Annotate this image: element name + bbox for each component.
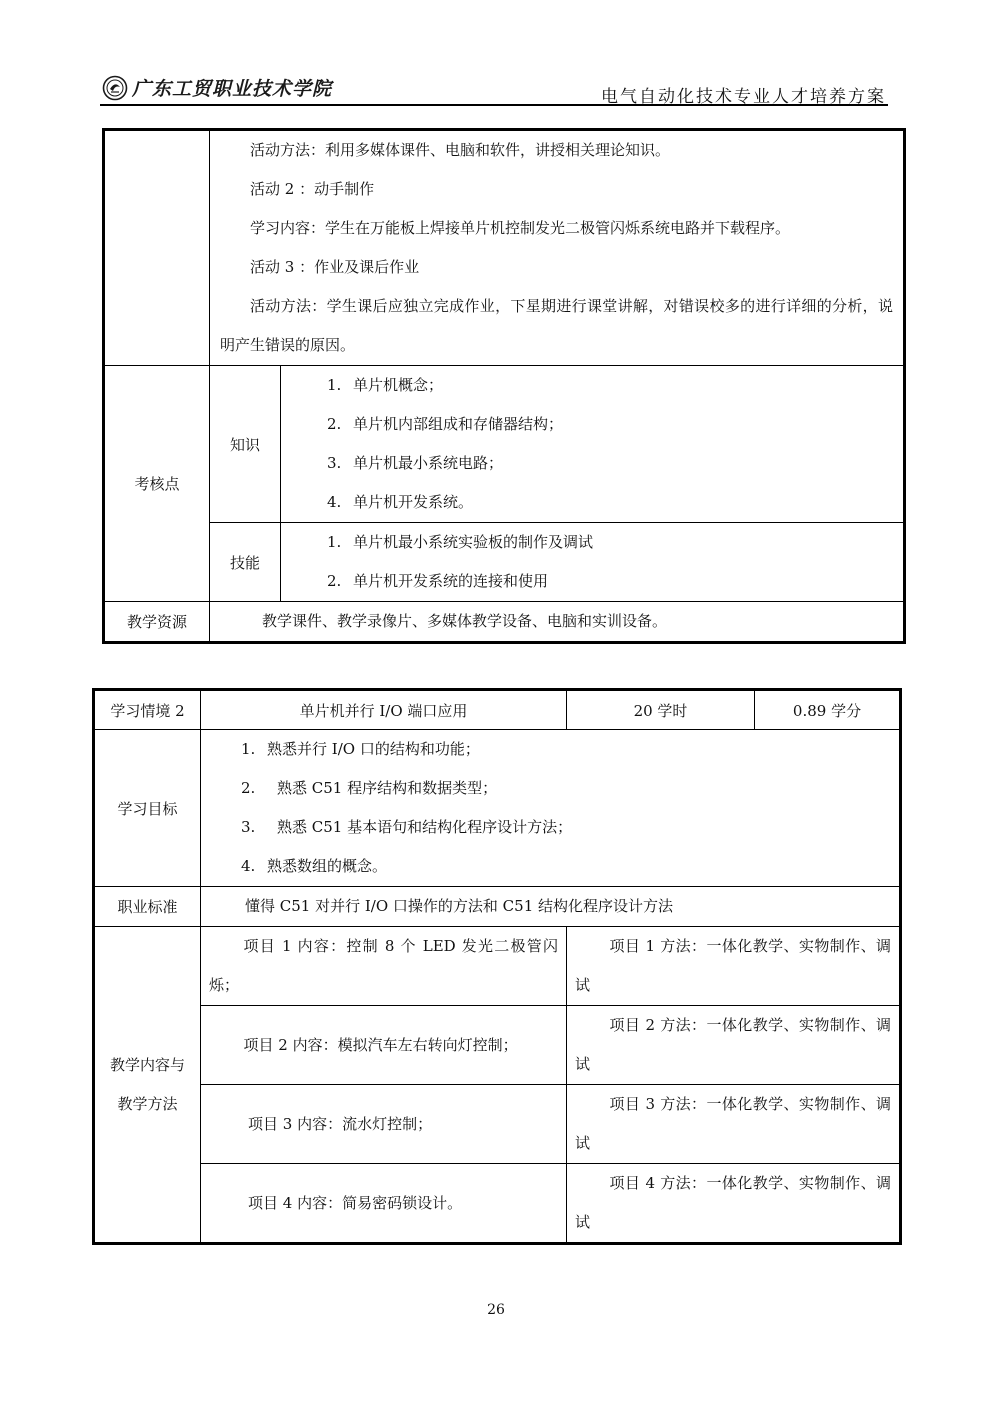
- table-row: [104, 130, 905, 366]
- table-row: [94, 1006, 901, 1085]
- table-row: [94, 887, 901, 927]
- resources-text: 教学课件、教学录像片、多媒体教学设备、电脑和实训设备。: [262, 612, 668, 630]
- resources-label: 教学资源: [104, 602, 210, 643]
- standard-label: 职业标准: [94, 887, 201, 927]
- table-row: [94, 927, 901, 1006]
- objectives-list: [201, 730, 901, 887]
- project-method-cell: 项目 2 方法：一体化教学、实物制作、调试: [567, 1006, 901, 1085]
- course-continuation-table: [102, 128, 906, 644]
- page-header: [100, 72, 890, 108]
- assessment-label: 考核点: [104, 366, 210, 602]
- skill-list: [281, 523, 905, 602]
- page-number: 26: [487, 1302, 505, 1318]
- list-item: 4. 熟悉数组的概念。: [241, 857, 388, 875]
- activity-paragraph: 学习内容：学生在万能板上焊接单片机控制发光二极管闪烁系统电路并下载程序。: [250, 219, 791, 237]
- situation-label: 学习情境 2: [94, 690, 201, 730]
- standard-text: 懂得 C51 对并行 I/O 口操作的方法和 C51 结构化程序设计方法: [245, 897, 674, 915]
- table-row: [104, 366, 905, 523]
- school-logo: [102, 74, 332, 101]
- learning-situation-table: [92, 688, 902, 1245]
- table-row: [104, 602, 905, 643]
- list-item: 2. 熟悉 C51 程序结构和数据类型；: [241, 779, 498, 797]
- plan-title: 电气自动化技术专业人才培养方案: [601, 87, 886, 107]
- list-item: 1. 单片机概念；: [327, 376, 444, 394]
- knowledge-label: 知识: [210, 366, 281, 523]
- list-item: 1. 单片机最小系统实验板的制作及调试: [327, 533, 594, 551]
- table-row: [94, 1085, 901, 1164]
- project-content-cell: 项目 3 内容：流水灯控制；: [201, 1085, 567, 1164]
- hours-cell: 20 学时: [567, 690, 755, 730]
- situation-title: 单片机并行 I/O 端口应用: [201, 690, 567, 730]
- header-divider: [100, 104, 888, 106]
- knowledge-list: [281, 366, 905, 523]
- activity-paragraph: 活动 2 ：动手制作: [250, 180, 375, 198]
- school-name: 广东工贸职业技术学院: [132, 78, 333, 100]
- resources-cell: [210, 602, 905, 643]
- project-method-cell: 项目 3 方法：一体化教学、实物制作、调试: [567, 1085, 901, 1164]
- activity-cell: [210, 130, 905, 366]
- list-item: 3. 熟悉 C51 基本语句和结构化程序设计方法；: [241, 818, 573, 836]
- skill-label: 技能: [210, 523, 281, 602]
- list-item: 1. 熟悉并行 I/O 口的结构和功能；: [241, 740, 480, 758]
- project-method-cell: 项目 1 方法：一体化教学、实物制作、调试: [567, 927, 901, 1006]
- list-item: 3. 单片机最小系统电路；: [327, 454, 504, 472]
- activity-paragraph: 活动 3 ：作业及课后作业: [250, 258, 420, 276]
- list-item: 2. 单片机开发系统的连接和使用: [327, 572, 549, 590]
- objectives-label: 学习目标: [94, 730, 201, 887]
- project-content-cell: 项目 4 内容：简易密码锁设计。: [201, 1164, 567, 1244]
- table-row: [94, 690, 901, 730]
- content-method-label: 教学内容与 教学方法: [94, 927, 201, 1244]
- credits-cell: 0.89 学分: [755, 690, 901, 730]
- table-row: [94, 730, 901, 887]
- school-emblem-icon: [102, 75, 128, 101]
- table-row: [94, 1164, 901, 1244]
- activity-paragraph: 活动方法：学生课后应独立完成作业，下星期进行课堂讲解，对错误校多的进行详细的分析，说明产生错误的原因。: [220, 297, 893, 354]
- list-item: 4. 单片机开发系统。: [327, 493, 474, 511]
- table-row: [104, 523, 905, 602]
- list-item: 2. 单片机内部组成和存储器结构；: [327, 415, 564, 433]
- project-content-cell: 项目 1 内容：控制 8 个 LED 发光二极管闪烁；: [201, 927, 567, 1006]
- empty-label-cell: [104, 130, 210, 366]
- standard-cell: [201, 887, 901, 927]
- project-content-cell: 项目 2 内容：模拟汽车左右转向灯控制；: [201, 1006, 567, 1085]
- activity-paragraph: 活动方法：利用多媒体课件、电脑和软件，讲授相关理论知识。: [250, 141, 671, 159]
- project-method-cell: 项目 4 方法：一体化教学、实物制作、调试: [567, 1164, 901, 1244]
